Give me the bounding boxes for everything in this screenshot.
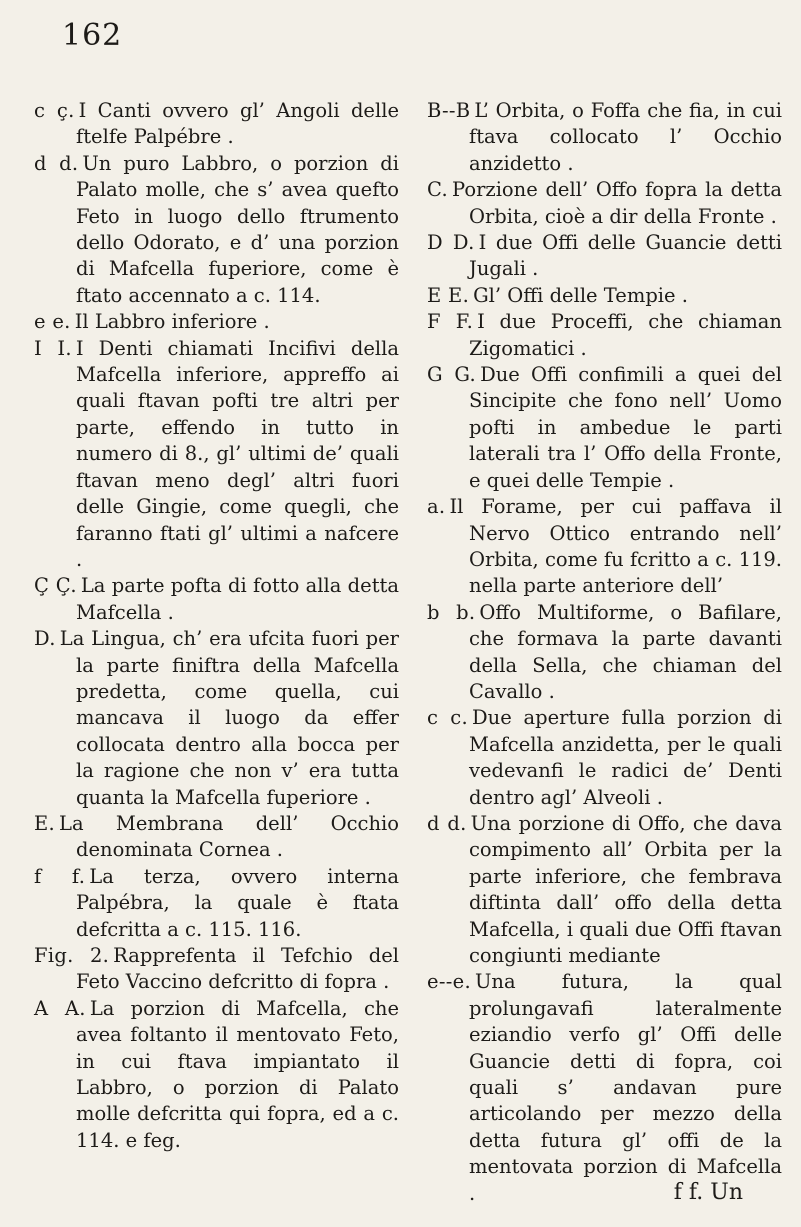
entry-key: Fig. 2. [34, 944, 110, 967]
entry-text: La porzion di Mafcella, che avea foltanto il mentovato Feto, in cui ftava impiantato il Labbro, o porzion di Palato molle defcritta qui fopra, ed a c. 114. e feg. [76, 996, 400, 1152]
entry-text: Una futura, la qual prolungavafi lateralmente eziandio verfo gl’ Offi delle Guancie detti di fopra, coi quali s’ andavan pure articolando per mezzo della detta futura gl’ offi de la mentovata porzion di Mafcella . [469, 970, 782, 1205]
right-column [427, 98, 782, 1207]
entry [34, 309, 399, 335]
entry-text: Una porzione di Offo, che dava compimento all’ Orbita per la parte inferiore, che fembrava diftinta dall’ offo della detta Mafcella, i quali due Offi ftavan congiunti mediante [469, 811, 782, 967]
entry-key: Ç Ç. [34, 574, 77, 598]
catchword: f f. Un [673, 1180, 743, 1205]
entry [427, 705, 782, 811]
entry-key: B--B [427, 99, 471, 122]
entry-text: Due aperture fulla porzion di Mafcella anzidetta, per le quali vedevanfi le radici de’ Denti dentro agl’ Alveoli . [469, 706, 782, 809]
entry [427, 969, 782, 1207]
entry-text: La parte pofta di fotto alla detta Mafcella . [76, 574, 400, 624]
page-number: 162 [62, 18, 123, 53]
entry-text: L’ Orbita, o Foffa che fia, in cui ftava collocato l’ Occhio anzidetto . [469, 99, 782, 175]
entry-key: d d. [427, 811, 467, 835]
entry-text: La Lingua, ch’ era ufcita fuori per la parte finiftra della Mafcella predetta, come quella, cui mancava il luogo da effer collocata dentro alla bocca per la ragione che non v’ era tutta quanta la Mafcella fuperiore . [59, 627, 399, 809]
entry [34, 996, 399, 1154]
entry [34, 151, 399, 309]
entry-text: Un puro Labbro, o porzion di Palato molle, che s’ avea quefto Feto in luogo dello ftrumento dello Odorato, e d’ una porzion di Mafcella fuperiore, come è ftato accennato a c. 114. [76, 151, 400, 307]
entry-key: c c. [427, 706, 469, 730]
entry-text: La terza, ovvero interna Palpébra, la quale è ftata defcritta a c. 115. 116. [76, 864, 399, 941]
entry-key: F F. [427, 310, 474, 334]
entry [34, 336, 399, 574]
entry-text: I Canti ovvero gl’ Angoli delle ftelfe Palpébre . [76, 99, 399, 149]
entry [427, 98, 782, 177]
entry-key: a. [427, 495, 446, 519]
entry-text: Il Forame, per cui paffava il Nervo Ottico entrando nell’ Orbita, come fu fcritto a c. 119. nella parte anteriore dell’ [449, 495, 782, 598]
entry-key: c ç. [34, 99, 75, 122]
entry-key: D D. [427, 231, 475, 255]
entry [427, 230, 782, 283]
entry [34, 98, 399, 151]
entry-key: C. [427, 178, 449, 202]
entry-key: b b. [427, 600, 476, 624]
entry-text: La Membrana dell’ Occhio denominata Cornea . [59, 811, 399, 862]
entry-text: Due Offi confimili a quei del Sincipite che fono nell’ Uomo pofti in ambedue le parti laterali tra l’ Offo della Fronte, e quei delle Tempie . [469, 363, 782, 492]
entry-key: e--e. [427, 970, 471, 994]
left-column [34, 98, 399, 1154]
entry [427, 362, 782, 494]
entry-text: Offo Multiforme, o Bafilare, che formava la parte davanti della Sella, che chiaman del Cavallo . [469, 600, 782, 703]
entry-text: Porzione dell’ Offo fopra la detta Orbita, cioè a dir della Fronte . [452, 178, 782, 228]
entry [34, 811, 399, 864]
entry-text: Rapprefenta il Tefchio del Feto Vaccino defcritto di fopra . [76, 944, 399, 994]
entry-text: Il Labbro inferiore . [74, 310, 270, 334]
entry [34, 864, 399, 943]
entry [427, 283, 782, 309]
entry-key: D. [34, 627, 56, 651]
entry [34, 626, 399, 811]
entry-key: d d. [34, 151, 79, 175]
entry [34, 943, 399, 996]
entry [427, 309, 782, 362]
entry-key: f f. [34, 864, 86, 888]
entry-key: G G. [427, 363, 477, 387]
entry [427, 494, 782, 600]
entry-key: E E. [427, 283, 470, 307]
entry-key: I I. [34, 336, 72, 360]
entry-text: I due Offi delle Guancie detti Jugali . [469, 231, 783, 281]
entry [427, 177, 782, 230]
entry-text: I due Proceffi, che chiaman Zigomatici . [469, 310, 782, 360]
entry-key: E. [34, 811, 56, 835]
entry-text: I Denti chiamati Incifivi della Mafcella inferiore, appreffo ai quali ftavan pofti tre altri per parte, effendo in tutto in numero di 8., gl’ ultimi de’ quali ftavan meno degl’ altri fuori delle Gingie, come quegli, che faranno ftati gl’ ultimi a nafcere . [75, 336, 399, 571]
entry-text: Gl’ Offi delle Tempie . [473, 283, 688, 307]
entry-key: A A. [34, 996, 86, 1020]
entry [427, 600, 782, 706]
entry [34, 573, 399, 626]
entry-key: e e. [34, 310, 71, 334]
entry [427, 811, 782, 969]
